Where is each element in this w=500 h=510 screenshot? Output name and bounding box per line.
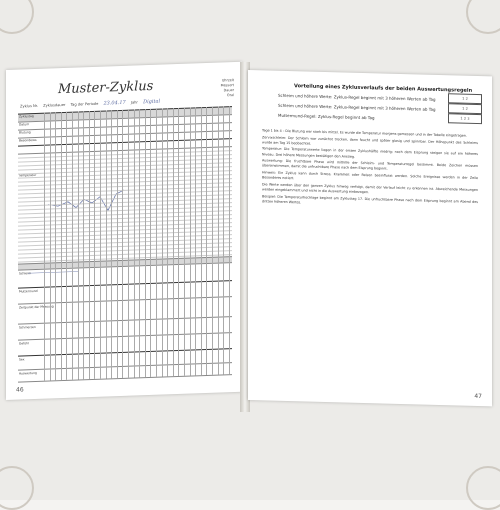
ornament-top-right xyxy=(466,0,500,34)
grid-col-line xyxy=(128,110,129,378)
grid-col-line xyxy=(55,112,56,380)
grid-col-line xyxy=(78,111,79,379)
grid-col-line xyxy=(122,110,123,378)
paragraph: Tage 1 bis 4 – Die Blutung war stark bis mittel. Es wurde die Temperatur morgens gemessen und in der Tabelle eingetragen. xyxy=(262,128,467,138)
grid-col-line xyxy=(190,108,191,376)
paragraph: Auswertung: Die fruchtbare Phase wird mithilfe der Schleim- und Temperaturregel bestimmt. Beide Zeichen müssen übereinstimmen, damit die unfruchtbare Phase nach dem Eisprung beginnt. xyxy=(262,158,478,172)
header-label: Jahr xyxy=(130,100,138,105)
grid-col-line xyxy=(61,112,62,380)
row-label: Schleim xyxy=(19,271,31,276)
grid-col-line xyxy=(134,110,135,378)
answer-box: 1 2 xyxy=(448,93,482,104)
ornament-top-left xyxy=(0,0,34,34)
rule-line: Schleim und höhere Werte: Zyklus-Regel beginnt mit 3 höheren Werten ab Tag xyxy=(278,92,436,102)
grid-col-line xyxy=(229,106,230,374)
row-label: Muttermund xyxy=(19,288,38,294)
side-label: Dauer xyxy=(223,88,234,93)
answer-box: 1 2 xyxy=(448,103,482,114)
paragraph: Hinweis: Ein Zyklus kann durch Stress, Krankheit oder Reisen beeinflusst werden. Solche Ereignisse werden in der Zeile Besonderes notiert. xyxy=(262,170,478,181)
row-label: Besonderes xyxy=(19,137,37,143)
paragraph: Zervixschleim: Der Schleim war zunächst trocken, dann feucht und später glasig und spinnbar. Der Höhepunkt des Schleims wurde am Tag 15 beobachtet. xyxy=(262,135,478,146)
grid-col-line xyxy=(167,108,168,376)
grid-col-line xyxy=(156,109,157,377)
grid-col-line xyxy=(162,109,163,377)
handwritten-date: 23.04.17 xyxy=(103,99,126,107)
section-heading: Vorteilung eines Zyklusverlaufs der beiden Auswertungsregeln xyxy=(294,83,473,94)
paragraph: Beispiel: Die Temperaturhochlage beginnt am Zyklustag 17. Die unfruchtbare Phase nach dem Eisprung beginnt am Abend des dritten höheren Wertes. xyxy=(262,193,478,205)
grid-col-line xyxy=(223,106,224,374)
grid-col-line xyxy=(83,111,84,379)
grid-col-line xyxy=(50,112,51,380)
grid-col-line xyxy=(178,108,179,376)
header-label: Tag der Periode xyxy=(70,101,99,107)
side-label: Messort xyxy=(220,83,234,88)
page-number: 46 xyxy=(16,386,24,394)
ornament-bottom-left xyxy=(0,466,34,510)
grid-col-line xyxy=(206,107,207,375)
grid-col-line xyxy=(195,107,196,375)
ornament-bottom-right xyxy=(466,466,500,510)
grid-col-line xyxy=(94,111,95,379)
row-label: Auswertung xyxy=(19,370,37,376)
side-label: Uhrzeit xyxy=(221,78,234,83)
answer-box: 1 2 3 xyxy=(448,113,482,124)
grid-col-line xyxy=(106,110,107,378)
grid-col-line xyxy=(44,113,45,381)
header-label: Zyklusdauer xyxy=(43,102,66,108)
rule-line: Muttermund-Regel: Zyklus-Regel beginnt ab Tag xyxy=(278,112,375,121)
grid-col-line xyxy=(201,107,202,375)
grid-col-line xyxy=(66,112,67,380)
side-label: Oral xyxy=(226,93,234,98)
right-page xyxy=(248,70,492,406)
grid-col-line xyxy=(218,107,219,375)
row-label: Zyklustag xyxy=(19,114,34,119)
rule-line: Schleim und höhere Werte: Zyklus-Regel beginnt mit 3 höheren Werten ab Tag xyxy=(278,102,436,112)
grid-col-line xyxy=(111,110,112,378)
left-page xyxy=(6,62,242,400)
grid-col-line xyxy=(89,111,90,379)
row-label: Blutung xyxy=(19,130,31,135)
grid-col-line xyxy=(212,107,213,375)
body-text xyxy=(262,128,478,211)
grid-col-line xyxy=(150,109,151,377)
grid-col-line xyxy=(173,108,174,376)
grid-col-line xyxy=(139,109,140,377)
paragraph: Die Werte werden über den ganzen Zyklus hinweg verfolgt, damit der Verlauf leicht zu erkennen ist. Abweichende Messungen werden eingeklammert und nicht in die Auswertung einbezogen. xyxy=(262,182,478,195)
row-label: Schmerzen xyxy=(19,324,36,330)
row-label: Zeitpunkt der Messung xyxy=(19,304,54,310)
row-label: Datum xyxy=(19,122,30,127)
grid-col-line xyxy=(184,108,185,376)
row-label: Temperatur xyxy=(19,172,37,178)
row-label: Sex xyxy=(19,357,25,362)
page-title: Muster-Zyklus xyxy=(58,78,154,98)
header-label: Zyklus Nr. xyxy=(20,103,38,109)
page-number: 47 xyxy=(474,392,482,401)
grid-col-line xyxy=(72,112,73,380)
grid-col-line xyxy=(117,110,118,378)
grid-col-line xyxy=(145,109,146,377)
grid-col-line xyxy=(100,111,101,379)
paragraph: Temperatur: Die Temperaturwerte liegen in der ersten Zyklushälfte niedrig; nach dem Eisprung steigen sie auf ein höheres Niveau. Drei höhere Messungen bestätigen den Anstieg. xyxy=(262,146,478,159)
handwritten-method: Digital xyxy=(143,98,161,106)
row-label: Gefühl xyxy=(19,341,29,346)
